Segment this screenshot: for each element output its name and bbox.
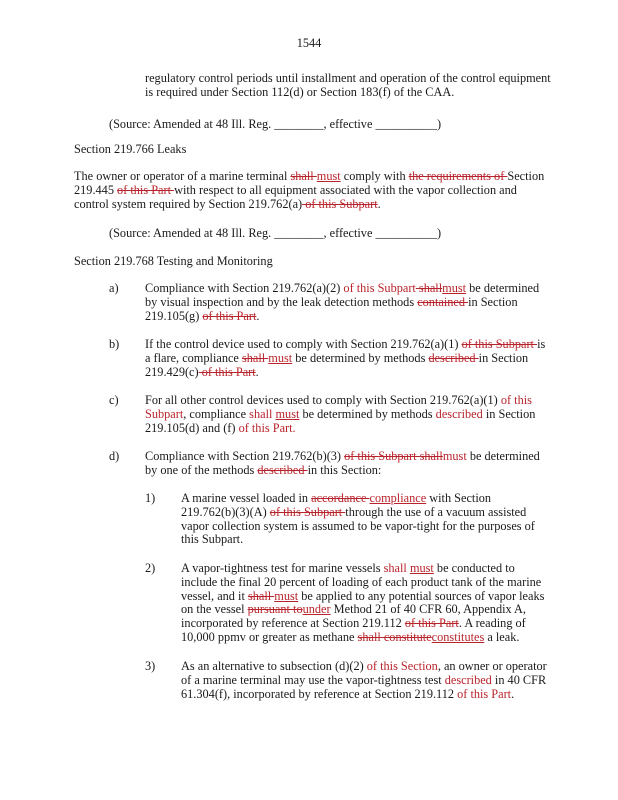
inserted-text: of this Subpart — [343, 281, 416, 295]
item-3-text — [181, 660, 547, 701]
text-run: , an owner or operator — [437, 659, 547, 673]
source-note: (Source: Amended at 48 Ill. Reg. ________, effective __________) — [109, 226, 442, 240]
deleted-text: shall — [415, 281, 443, 295]
deleted-text: of this Part — [404, 616, 459, 631]
deleted-text: shall — [419, 449, 443, 463]
text-run: comply with — [340, 169, 409, 183]
text-run: 219.762(b)(3)(A) — [181, 504, 270, 519]
text-run: by visual inspection and by the leak detection methods — [145, 294, 418, 309]
text-run: 10,000 ppmv or greater as methane — [181, 629, 358, 644]
inserted-text: must — [274, 588, 299, 603]
text-run: 219.105(d) and (f) — [145, 420, 239, 435]
subsection-label: d) — [109, 449, 120, 463]
deleted-text: of this Subpart — [461, 337, 538, 351]
subsection-b-text — [145, 338, 545, 379]
text-run: . — [255, 364, 259, 379]
inserted-text: compliance — [369, 491, 427, 505]
inserted-text: must — [268, 350, 293, 365]
text-run: As an alternative to subsection (d)(2) — [181, 659, 367, 673]
text-run: on the vessel — [181, 602, 248, 617]
deleted-text: accordance — [311, 491, 370, 505]
deleted-text: pursuant to — [247, 602, 303, 617]
inserted-text: must — [275, 406, 300, 421]
text-run: If the control device used to comply with Section 219.762(a)(1) — [145, 337, 462, 351]
inserted-text: constitutes — [431, 629, 485, 644]
text-run: 61.304(f), incorporated by reference at Section 219.112 — [181, 686, 458, 701]
deleted-text: described — [257, 462, 308, 477]
deleted-text: of this Subpart — [269, 504, 346, 519]
text-run: be conducted to — [433, 561, 515, 575]
source-note: (Source: Amended at 48 Ill. Reg. ________, effective __________) — [109, 117, 442, 131]
deleted-text: of this Part — [202, 308, 257, 323]
deleted-text: shall constitute — [357, 629, 432, 644]
text-run: vapor collection system is assumed to be vapor-tight for the purposes of — [181, 518, 535, 533]
text-run: control system required by Section 219.762(a) — [74, 196, 303, 211]
deleted-text: shall — [247, 588, 275, 603]
deleted-text: of this Part — [117, 182, 175, 197]
text-run: vessel, and it — [181, 588, 248, 603]
text-run: , compliance — [183, 406, 250, 421]
inserted-text: must — [409, 561, 434, 575]
text-run: . — [511, 686, 515, 701]
text-run: with respect to all equipment associated with the vapor collection and — [174, 182, 517, 197]
text-run: through the use of a vacuum assisted — [345, 504, 527, 519]
text-run: this Subpart. — [181, 532, 244, 547]
section-heading: Section 219.768 Testing and Monitoring — [74, 254, 273, 268]
intro-line: is required under Section 112(d) or Section 183(f) of the CAA. — [145, 84, 455, 99]
intro-paragraph — [145, 72, 551, 100]
text-run: by one of the methods — [145, 462, 258, 477]
deleted-text: of this Subpart — [302, 196, 378, 211]
deleted-text: contained — [417, 294, 469, 309]
item-label: 2) — [145, 561, 156, 575]
text-run: 219.105(g) — [145, 308, 203, 323]
text-run: in Section — [468, 294, 518, 309]
inserted-text: shall — [383, 561, 410, 575]
deleted-text: of this Part — [198, 364, 256, 379]
text-run: be applied to any potential sources of vapor leaks — [298, 588, 545, 603]
text-run: in Section — [478, 350, 529, 365]
text-run: . — [256, 308, 260, 323]
page-number: 1544 — [296, 36, 322, 50]
deleted-text: described — [428, 350, 479, 365]
inserted-text: Subpart — [145, 406, 184, 421]
text-run: . A reading of — [458, 616, 526, 631]
text-run: be determined — [466, 281, 540, 295]
inserted-text: must — [442, 281, 467, 295]
subsection-a-text — [145, 282, 539, 323]
inserted-text: under — [302, 602, 331, 617]
subsection-d-text — [145, 450, 540, 478]
text-run: a flare, compliance — [145, 350, 242, 365]
text-run: A vapor-tightness test for marine vessels — [181, 561, 384, 575]
text-run: in this Section: — [307, 462, 382, 477]
item-label: 3) — [145, 659, 156, 673]
section-766-paragraph — [74, 170, 544, 211]
inserted-text: must — [442, 449, 467, 463]
text-run: Compliance with Section 219.762(b)(3) — [145, 449, 345, 463]
text-run: with Section — [426, 491, 492, 505]
item-2-text — [181, 562, 544, 645]
inserted-text: described — [435, 406, 483, 421]
text-run: 219.429(c) — [145, 364, 199, 379]
inserted-text: described — [444, 672, 492, 687]
text-run: in 40 CFR — [491, 672, 547, 687]
intro-line: regulatory control periods until installment and operation of the control equipment — [145, 71, 551, 85]
section-heading: Section 219.766 Leaks — [74, 142, 187, 156]
inserted-text: of this Part — [457, 686, 512, 701]
text-run: Compliance with Section 219.762(a)(2) — [145, 281, 344, 295]
item-1-text — [181, 492, 535, 547]
deleted-text: shall — [290, 169, 317, 183]
text-run: For all other control devices used to comply with Section 219.762(a)(1) — [145, 393, 501, 407]
text-run: is — [537, 337, 546, 351]
text-run: include the final 20 percent of loading of each product tank of the marine — [181, 574, 542, 589]
subsection-label: c) — [109, 393, 119, 407]
inserted-text: of this Section — [366, 659, 438, 673]
text-run: Method 21 of 40 CFR 60, Appendix A, — [330, 602, 527, 617]
inserted-text: must — [316, 169, 341, 183]
item-label: 1) — [145, 491, 156, 505]
text-run: incorporated by reference at Section 219.112 — [181, 616, 405, 631]
subsection-label: b) — [109, 337, 120, 351]
text-run: in Section — [482, 406, 536, 421]
inserted-text: of this — [500, 393, 532, 407]
deleted-text: shall — [241, 350, 269, 365]
subsection-c-text — [145, 394, 535, 435]
inserted-text: shall — [249, 406, 276, 421]
deleted-text: of this Subpart — [344, 449, 420, 463]
text-run: a leak. — [484, 629, 520, 644]
subsection-label: a) — [109, 281, 119, 295]
inserted-text: of this Part. — [238, 420, 296, 435]
text-run: The owner or operator of a marine terminal — [74, 169, 291, 183]
text-run: be determined by methods — [292, 350, 429, 365]
text-run: 219.445 — [74, 182, 118, 197]
deleted-text: the requirements of — [408, 169, 508, 183]
text-run: be determined by methods — [299, 406, 436, 421]
text-run: A marine vessel loaded in — [181, 491, 312, 505]
text-run: be determined — [466, 449, 540, 463]
text-run: Section — [507, 169, 545, 183]
text-run: of a marine terminal may use the vapor-tightness test — [181, 672, 445, 687]
text-run: . — [377, 196, 381, 211]
